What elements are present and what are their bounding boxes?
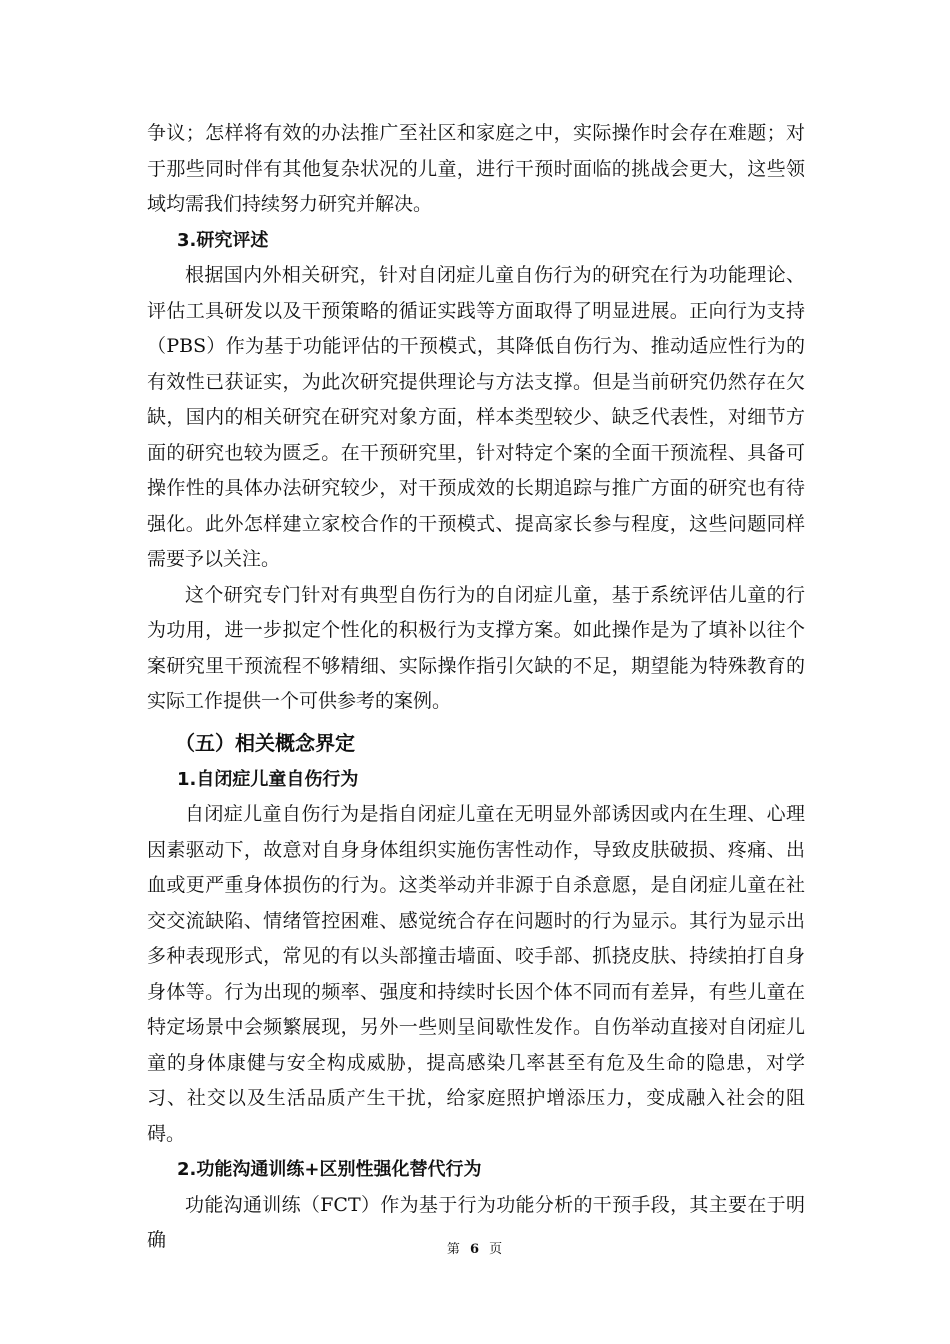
footer-prefix: 第	[446, 1242, 461, 1257]
footer-suffix: 页	[489, 1242, 504, 1257]
paragraph-study-purpose: 这个研究专门针对有典型自伤行为的自闭症儿童，基于系统评估儿童的行为功用，进一步拟定个性化的积极行为支撑方案。如此操作是为了填补以往个案研究里干预流程不够精细、实际操作指引欠缺的不足，期望能为特殊教育的实际工作提供一个可供参考的案例。	[147, 583, 805, 712]
subheading-self-injury: 1.自闭症儿童自伤行为	[177, 768, 359, 790]
page-footer	[0, 1238, 950, 1257]
section-heading-concepts: （五）相关概念界定	[175, 730, 355, 755]
page-body	[147, 116, 805, 1259]
subheading-research-review: 3.研究评述	[177, 229, 269, 251]
paragraph-self-injury-definition: 自闭症儿童自伤行为是指自闭症儿童在无明显外部诱因或内在生理、心理因素驱动下，故意对自身身体组织实施伤害性动作，导致皮肤破损、疼痛、出血或更严重身体损伤的行为。这类举动并非源于自杀意愿，是自闭症儿童在社交交流缺陷、情绪管控困难、感觉统合存在问题时的行为显示。其行为显示出多种表现形式，常见的有以头部撞击墙面、咬手部、抓挠皮肤、持续拍打自身身体等。行为出现的频率、强度和持续时长因个体不同而有差异，有些儿童在特定场景中会频繁展现，另外一些则呈间歇性发作。自伤举动直接对自闭症儿童的身体康健与安全构成威胁，提高感染几率甚至有危及生命的隐患，对学习、社交以及生活品质产生干扰，给家庭照护增添压力，变成融入社会的阻碍。	[147, 803, 805, 1145]
paragraph-review: 根据国内外相关研究，针对自闭症儿童自伤行为的研究在行为功能理论、评估工具研发以及干预策略的循证实践等方面取得了明显进展。正向行为支持（PBS）作为基于功能评估的干预模式，其降低自伤行为、推动适应性行为的有效性已获证实，为此次研究提供理论与方法支撑。但是当前研究仍然存在欠缺，国内的相关研究在研究对象方面，样本类型较少、缺乏代表性，对细节方面的研究也较为匮乏。在干预研究里，针对特定个案的全面干预流程、具备可操作性的具体办法研究较少，对干预成效的长期追踪与推广方面的研究也有待强化。此外怎样建立家校合作的干预模式、提高家长参与程度，这些问题同样需要予以关注。	[147, 264, 805, 570]
page-number: 6	[469, 1242, 481, 1257]
paragraph-fct-definition: 功能沟通训练（FCT）作为基于行为功能分析的干预手段，其主要在于明确	[147, 1193, 805, 1251]
subheading-fct-dra: 2.功能沟通训练+区别性强化替代行为	[177, 1159, 482, 1180]
paragraph-continuation: 争议；怎样将有效的办法推广至社区和家庭之中，实际操作时会存在难题；对于那些同时伴有其他复杂状况的儿童，进行干预时面临的挑战会更大，这些领域均需我们持续努力研究并解决。	[147, 122, 805, 215]
